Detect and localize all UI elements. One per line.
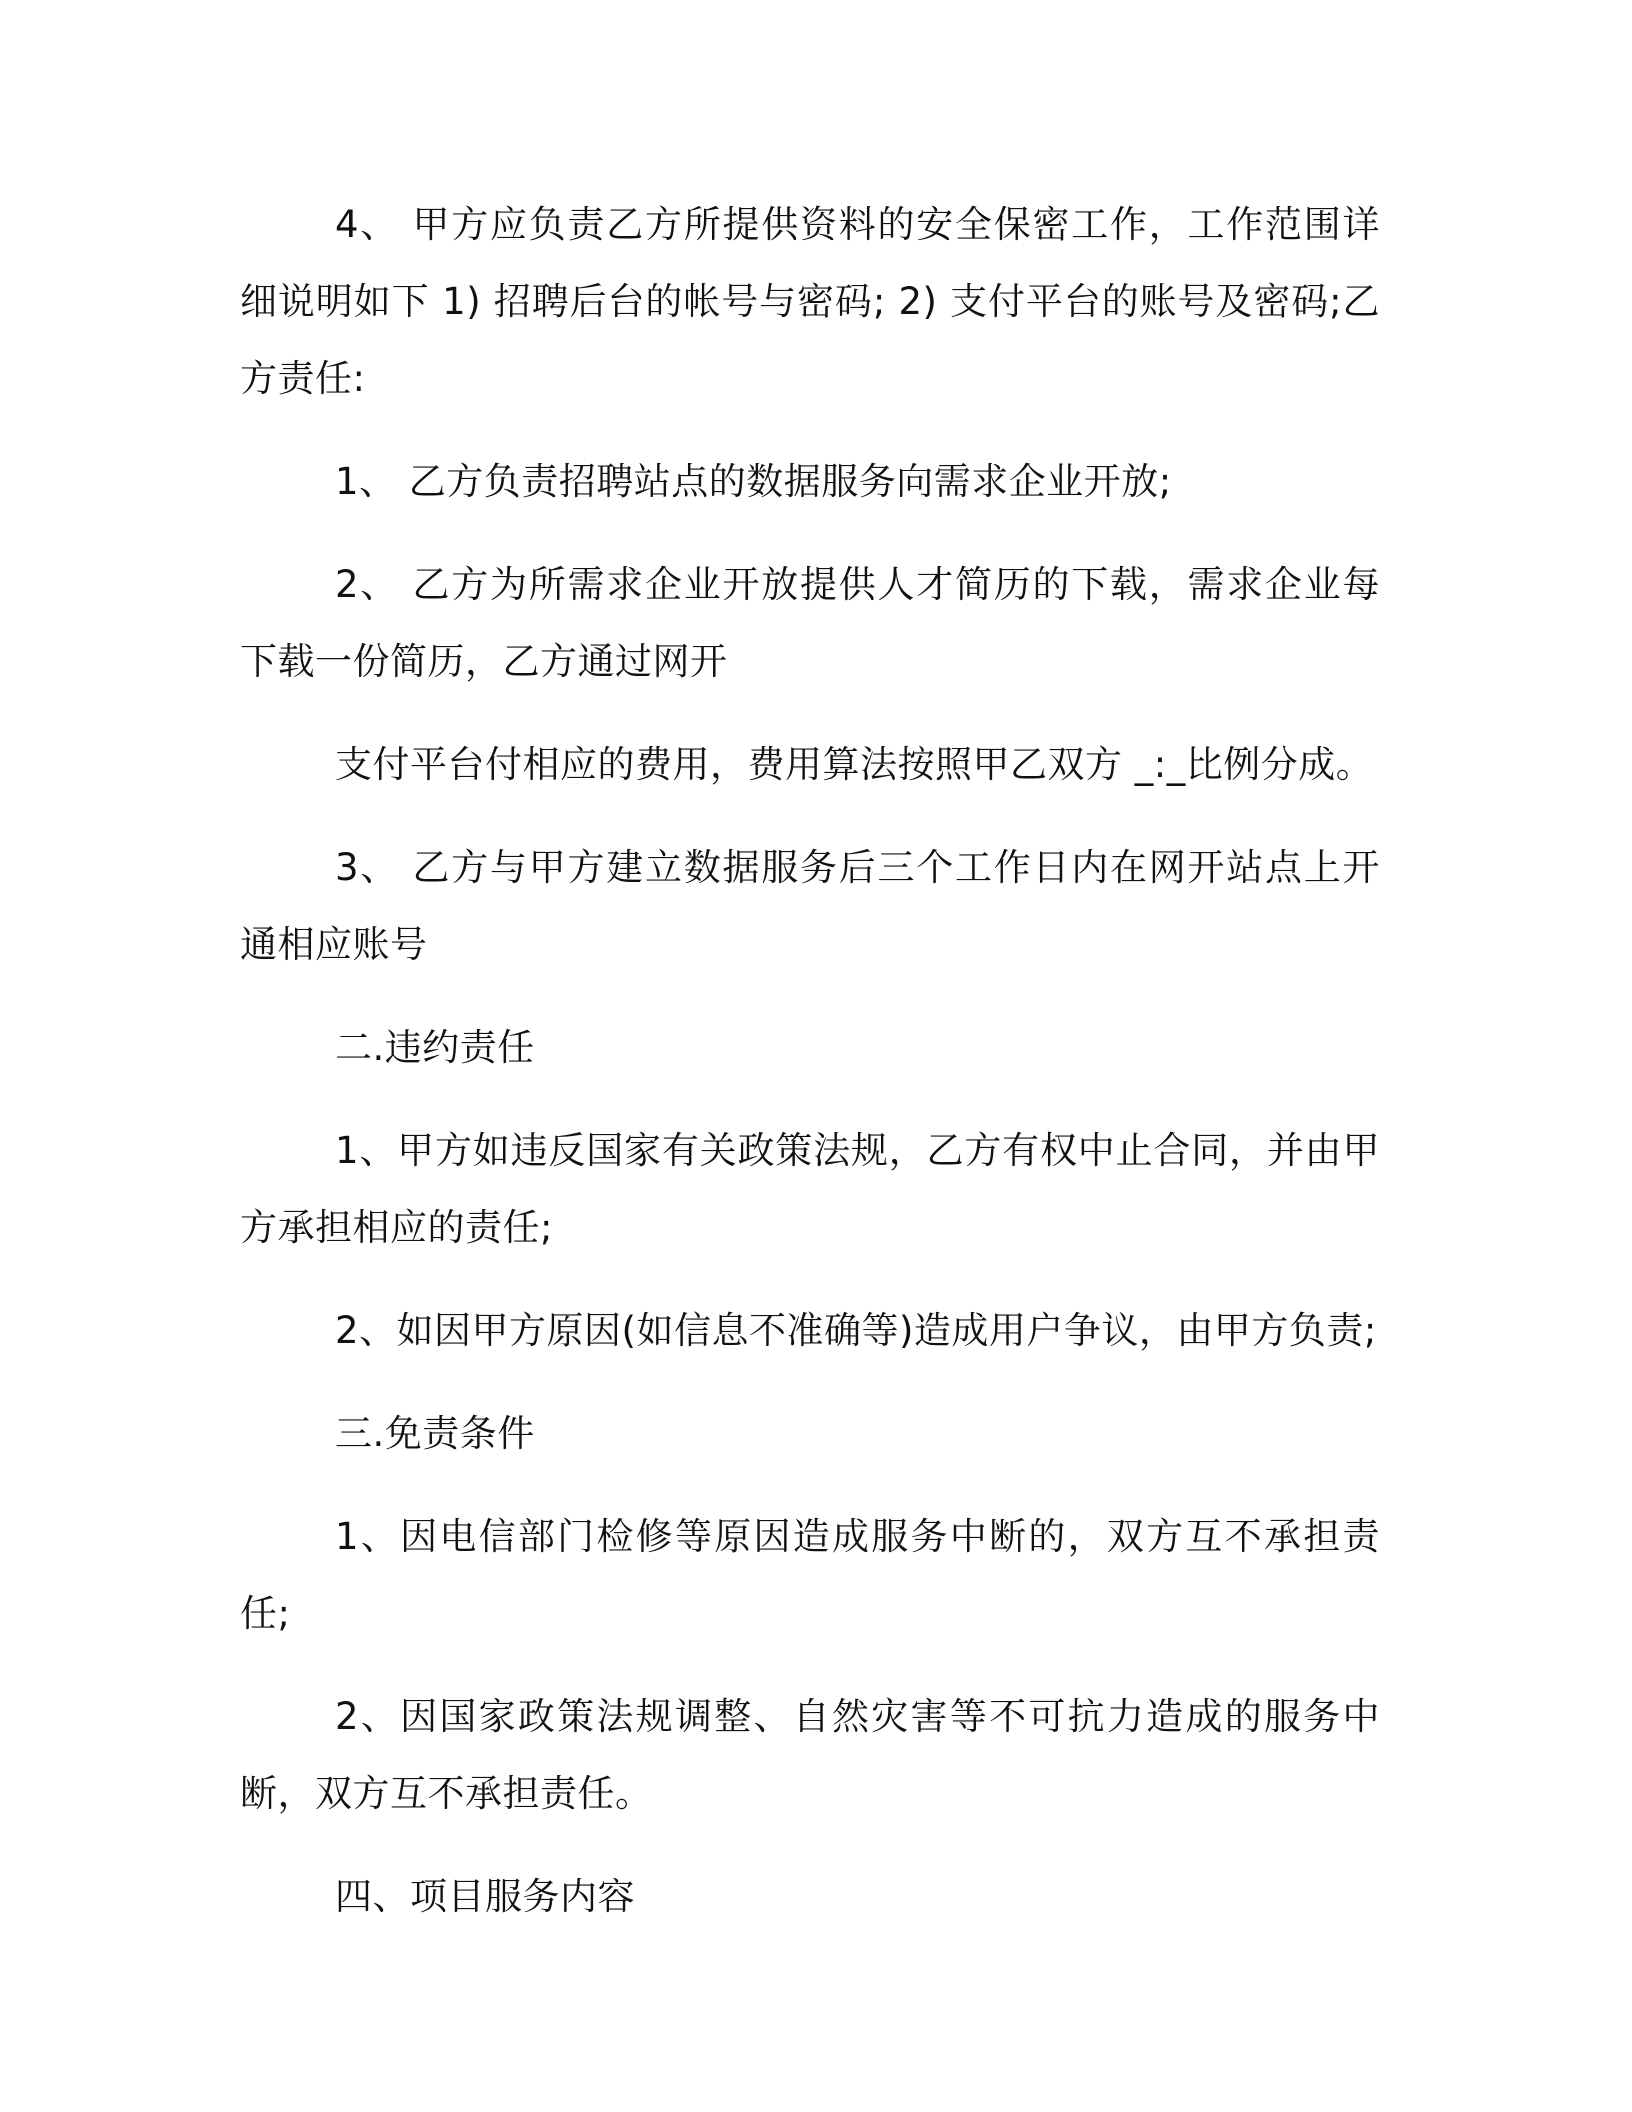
section-heading-services: 四、项目服务内容: [335, 1875, 635, 1918]
exemption-clause-2: 2、因国家政策法规调整、自然灾害等不可抗力造成的服务中断，双方互不承担责任。: [240, 1695, 1380, 1815]
breach-clause-1: 1、甲方如违反国家有关政策法规，乙方有权中止合同，并由甲方承担相应的责任;: [240, 1129, 1380, 1249]
breach-clause-2: 2、如因甲方原因(如信息不准确等)造成用户争议，由甲方负责;: [335, 1309, 1377, 1352]
party-b-duty-3: 3、 乙方与甲方建立数据服务后三个工作日内在网开站点上开通相应账号: [240, 846, 1380, 966]
party-b-duty-1: 1、 乙方负责招聘站点的数据服务向需求企业开放;: [335, 460, 1172, 503]
clause-4-confidentiality: 4、 甲方应负责乙方所提供资料的安全保密工作，工作范围详细说明如下 1) 招聘后台的帐号与密码; 2) 支付平台的账号及密码;乙方责任:: [240, 203, 1380, 400]
exemption-clause-1: 1、因电信部门检修等原因造成服务中断的，双方互不承担责任;: [240, 1515, 1380, 1635]
section-heading-exemption: 三.免责条件: [335, 1412, 535, 1455]
section-heading-breach: 二.违约责任: [335, 1026, 535, 1069]
party-b-duty-2: 2、 乙方为所需求企业开放提供人才简历的下载，需求企业每下载一份简历，乙方通过网开: [240, 563, 1380, 683]
document-body: [240, 186, 1380, 1961]
payment-split-line: 支付平台付相应的费用，费用算法按照甲乙双方 _:_比例分成。: [335, 743, 1374, 786]
